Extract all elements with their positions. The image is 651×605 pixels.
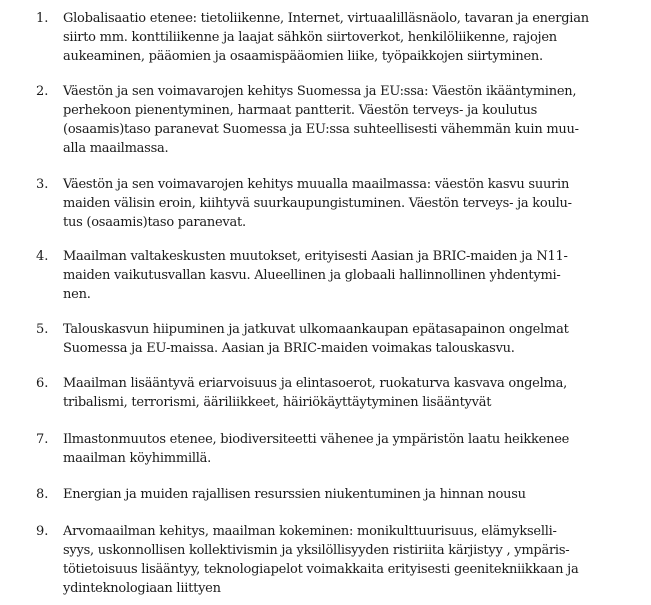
text-line: alla maailmassa. (63, 141, 169, 156)
item-text (63, 9, 638, 66)
text-line: Talouskasvun hiipuminen ja jatkuvat ulkomaankaupan epätasapainon ongelmat (63, 322, 569, 337)
item-number: 3. (36, 177, 49, 192)
item-text (63, 522, 638, 598)
text-line: perhekoon pienentyminen, harmaat pantterit. Väestön terveys- ja koulutus (63, 103, 538, 118)
text-line: maailman köyhimmillä. (63, 451, 212, 466)
item-text (63, 175, 638, 232)
text-line: nen. (63, 287, 91, 302)
text-line: tötietoisuus lisääntyy, teknologiapelot voimakkaita erityisesti geenitekniikkaan ja (63, 562, 579, 577)
text-line: aukeaminen, pääomien ja osaamispääomien liike, työpaikkojen siirtyminen. (63, 49, 543, 64)
text-line: Suomessa ja EU-maissa. Aasian ja BRIC-maiden voimakas talouskasvu. (63, 341, 515, 356)
text-line: tus (osaamis)taso paranevat. (63, 215, 246, 230)
item-text (63, 82, 638, 158)
item-number: 7. (36, 432, 49, 447)
item-number: 9. (36, 524, 49, 539)
text-line: maiden välisin eroin, kiihtyvä suurkaupungistuminen. Väestön terveys- ja koulu- (63, 196, 572, 211)
text-line: Energian ja muiden rajallisen resurssien niukentuminen ja hinnan nousu (63, 487, 526, 502)
text-line: siirto mm. konttiliikenne ja laajat sähkön siirtoverkot, henkilöliikenne, rajojen (63, 30, 557, 45)
item-number: 1. (36, 11, 49, 26)
text-line: Globalisaatio etenee: tietoliikenne, Internet, virtuaalilläsnäolo, tavaran ja energian (63, 11, 589, 26)
item-text (63, 430, 638, 468)
text-line: syys, uskonnollisen kollektivismin ja yksilöllisyyden ristiriita kärjistyy , ympäris- (63, 543, 570, 558)
item-number: 4. (36, 249, 49, 264)
text-line: Arvomaailman kehitys, maailman kokeminen: monikulttuurisuus, elämykselli- (63, 524, 557, 539)
text-line: (osaamis)taso paranevat Suomessa ja EU:ssa suhteellisesti vähemmän kuin muu- (63, 122, 579, 137)
item-text (63, 374, 638, 412)
text-line: Ilmastonmuutos etenee, biodiversiteetti vähenee ja ympäristön laatu heikkenee (63, 432, 570, 447)
item-text (63, 485, 638, 504)
text-line: ydinteknologiaan liittyen (63, 581, 221, 596)
text-line: Maailman lisääntyvä eriarvoisuus ja elintasoerot, ruokaturva kasvava ongelma, (63, 376, 567, 391)
text-line: Maailman valtakeskusten muutokset, erityisesti Aasian ja BRIC-maiden ja N11- (63, 249, 568, 264)
item-text (63, 320, 638, 358)
item-number: 8. (36, 487, 49, 502)
text-line: Väestön ja sen voimavarojen kehitys muualla maailmassa: väestön kasvu suurin (63, 177, 570, 192)
item-number: 5. (36, 322, 49, 337)
text-line: tribalismi, terrorismi, ääriliikkeet, häiriökäyttäytyminen lisääntyvät (63, 395, 492, 410)
item-number: 6. (36, 376, 49, 391)
text-line: Väestön ja sen voimavarojen kehitys Suomessa ja EU:ssa: Väestön ikääntyminen, (63, 84, 577, 99)
text-line: maiden vaikutusvallan kasvu. Alueellinen ja globaali hallinnollinen yhdentymi- (63, 268, 561, 283)
item-text (63, 247, 638, 304)
item-number: 2. (36, 84, 49, 99)
